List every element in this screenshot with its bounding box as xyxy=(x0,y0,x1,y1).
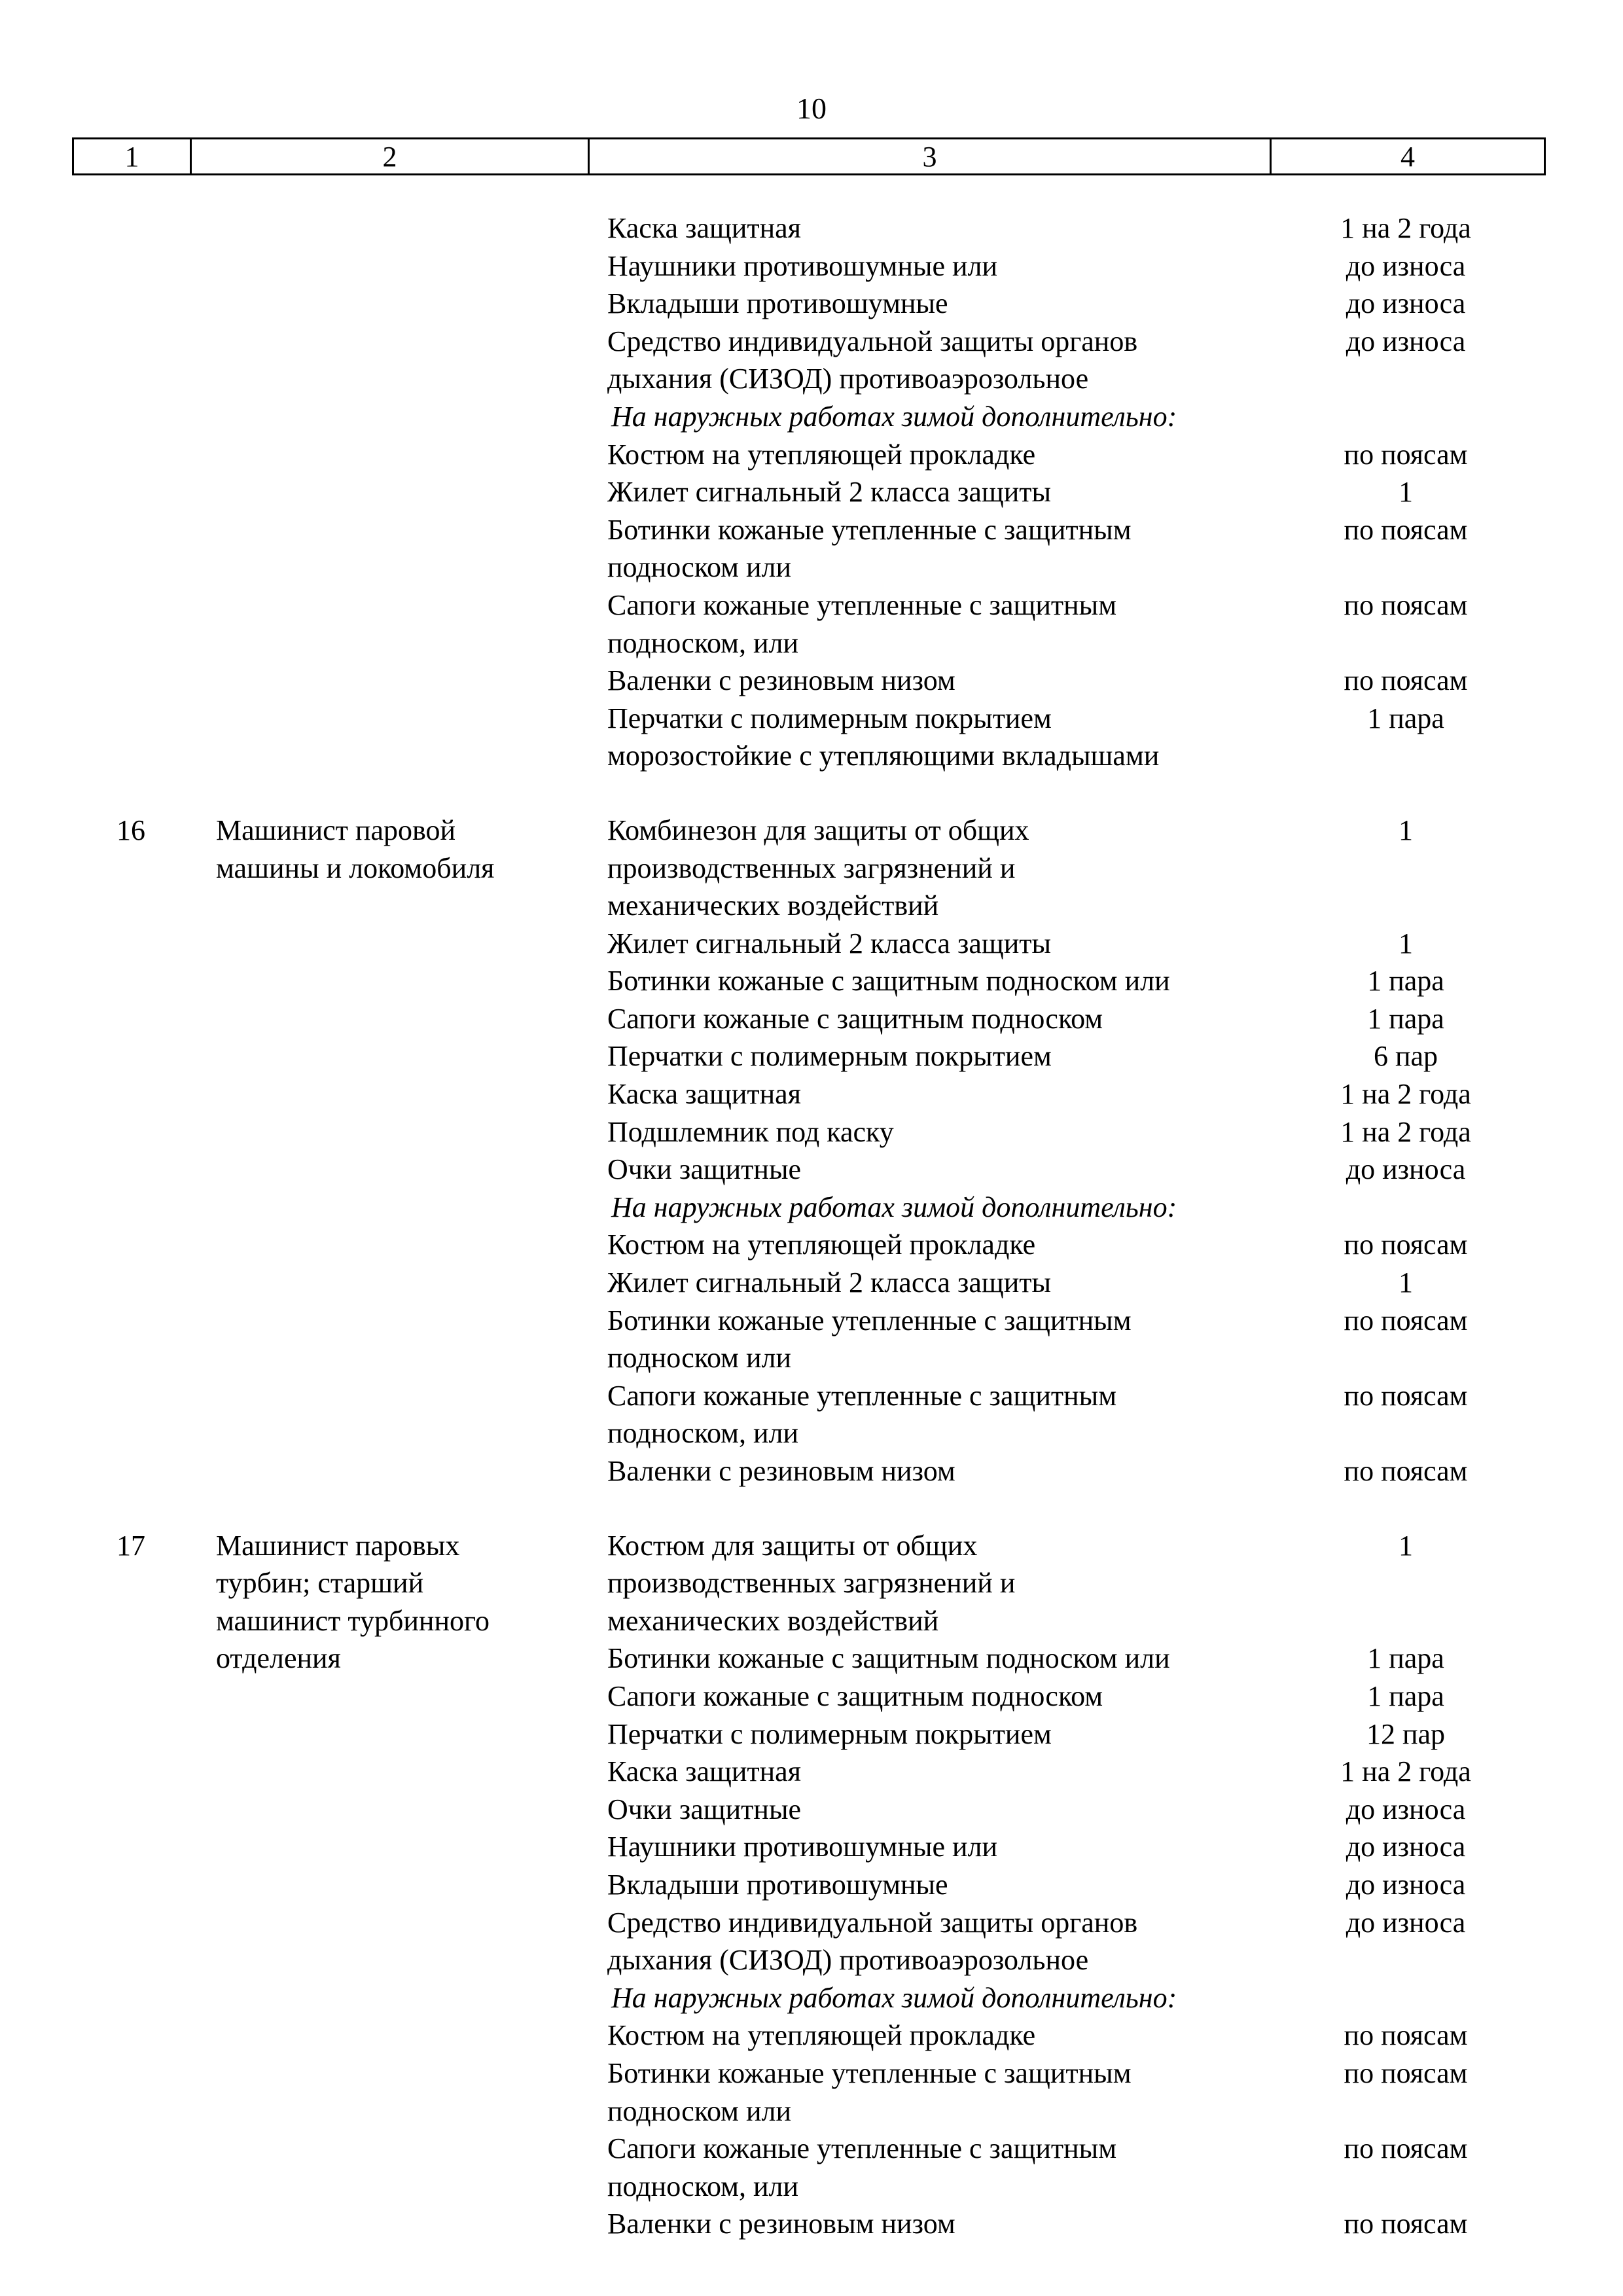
ppe-item-quantity: 1 xyxy=(1399,476,1413,509)
ppe-item-quantity: по поясам xyxy=(1344,2056,1468,2089)
ppe-item-quantity: до износа xyxy=(1346,249,1466,282)
ppe-item-name: Очки защитные xyxy=(607,1793,802,1825)
ppe-item-row xyxy=(588,1452,1546,1490)
ppe-item-row xyxy=(588,1000,1546,1038)
ppe-item-name: Жилет сигнальный 2 класса защиты xyxy=(607,927,1052,960)
row-number: 16 xyxy=(116,814,145,846)
ppe-item-row xyxy=(588,511,1546,586)
ppe-item-quantity: 1 на 2 года xyxy=(1340,1755,1471,1788)
ppe-item-quantity: 1 на 2 года xyxy=(1340,1115,1471,1148)
ppe-item-quantity: по поясам xyxy=(1344,1379,1468,1412)
column-number-header xyxy=(72,137,1546,175)
ppe-item-quantity: 1 xyxy=(1399,927,1413,960)
ppe-item-quantity: 1 пара xyxy=(1367,965,1444,997)
ppe-item-name: Перчатки с полимерным покрытием xyxy=(607,1717,1052,1750)
ppe-item-name: Каска защитная xyxy=(607,1755,801,1788)
winter-note: На наружных работах зимой дополнительно: xyxy=(611,1191,1177,1223)
page-number: 10 xyxy=(796,92,827,125)
ppe-item-name: Перчатки с полимерным покрытием морозостойкие с утепляющими вкладышами xyxy=(607,702,1160,772)
ppe-item-row xyxy=(588,662,1546,700)
ppe-item-name: Перчатки с полимерным покрытием xyxy=(607,1040,1052,1073)
ppe-item-row xyxy=(588,962,1546,1000)
profession-name: Машинист паровой машины и локомобиля xyxy=(216,814,495,884)
row-number: 17 xyxy=(116,1529,145,1562)
ppe-item-row xyxy=(588,925,1546,963)
ppe-item-quantity: по поясам xyxy=(1344,2019,1468,2052)
ppe-item-name: Вкладыши противошумные xyxy=(607,287,948,320)
column-header-2: 2 xyxy=(192,139,590,173)
ppe-item-row xyxy=(588,2130,1546,2205)
ppe-item-quantity: до износа xyxy=(1346,287,1466,320)
ppe-item-row xyxy=(588,1075,1546,1113)
ppe-item-quantity: 1 пара xyxy=(1367,1679,1444,1712)
ppe-item-row xyxy=(588,1151,1546,1189)
ppe-item-name: Валенки с резиновым низом xyxy=(607,2208,955,2240)
ppe-item-quantity: 1 пара xyxy=(1367,1002,1444,1035)
ppe-item-name: Сапоги кожаные утепленные с защитным подноском, или xyxy=(607,588,1117,659)
ppe-item-row xyxy=(588,2205,1546,2243)
ppe-item-quantity: 1 xyxy=(1399,814,1413,846)
ppe-item-quantity: по поясам xyxy=(1344,1304,1468,1336)
ppe-item-row xyxy=(588,1753,1546,1791)
ppe-item-quantity: 6 пар xyxy=(1373,1040,1438,1073)
ppe-item-name: Вкладыши противошумные xyxy=(607,1868,948,1901)
ppe-item-row xyxy=(588,1377,1546,1452)
ppe-item-quantity: до износа xyxy=(1346,1831,1466,1863)
column-header-1: 1 xyxy=(74,139,192,173)
ppe-item-quantity: по поясам xyxy=(1344,664,1468,697)
ppe-item-name: Наушники противошумные или xyxy=(607,1831,998,1863)
ppe-item-quantity: 1 пара xyxy=(1367,1642,1444,1675)
ppe-item-row xyxy=(588,2054,1546,2130)
ppe-item-name: Костюм на утепляющей прокладке xyxy=(607,438,1036,471)
ppe-item-row xyxy=(588,247,1546,285)
ppe-item-row xyxy=(588,700,1546,775)
ppe-items-list xyxy=(588,812,1546,1490)
ppe-item-quantity: по поясам xyxy=(1344,513,1468,546)
row-number xyxy=(72,209,190,775)
ppe-item-name: Наушники противошумные или xyxy=(607,249,998,282)
ppe-item-name: Средство индивидуальной защиты органов дыхания (СИЗОД) противоаэрозольное xyxy=(607,325,1138,395)
ppe-item-quantity: по поясам xyxy=(1344,2132,1468,2165)
ppe-item-quantity: 1 xyxy=(1399,1529,1413,1562)
column-header-4: 4 xyxy=(1400,141,1415,173)
ppe-item-quantity: по поясам xyxy=(1344,438,1468,471)
ppe-item-name: Средство индивидуальной защиты органов дыхания (СИЗОД) противоаэрозольное xyxy=(607,1906,1138,1977)
ppe-item-row xyxy=(588,1828,1546,1866)
ppe-item-name: Сапоги кожаные с защитным подноском xyxy=(607,1002,1103,1035)
ppe-item-name: Костюм на утепляющей прокладке xyxy=(607,2019,1036,2052)
ppe-item-name: Жилет сигнальный 2 класса защиты xyxy=(607,1266,1052,1299)
ppe-item-name: Ботинки кожаные утепленные с защитным подноском или xyxy=(607,2056,1132,2127)
ppe-item-quantity: 1 на 2 года xyxy=(1340,1078,1471,1111)
ppe-item-row xyxy=(588,323,1546,398)
ppe-item-name: Валенки с резиновым низом xyxy=(607,1455,955,1487)
ppe-item-row xyxy=(588,1037,1546,1075)
ppe-item-name: Сапоги кожаные утепленные с защитным подноском, или xyxy=(607,2132,1117,2202)
ppe-item-quantity: до износа xyxy=(1346,1868,1466,1901)
ppe-item-quantity: 1 на 2 года xyxy=(1340,212,1471,244)
ppe-items-list xyxy=(588,209,1546,775)
ppe-item-name: Комбинезон для защиты от общих производственных загрязнений и механических воздействий xyxy=(607,814,1029,922)
ppe-item-row xyxy=(588,1527,1546,1640)
ppe-item-quantity: по поясам xyxy=(1344,1455,1468,1487)
profession-name: Машинист паровых турбин; старший машинист турбинного отделения xyxy=(216,1529,490,1675)
winter-note: На наружных работах зимой дополнительно: xyxy=(611,400,1177,433)
ppe-item-name: Валенки с резиновым низом xyxy=(607,664,955,697)
ppe-item-name: Каска защитная xyxy=(607,212,801,244)
column-header-3: 3 xyxy=(590,139,1272,173)
ppe-item-row xyxy=(588,812,1546,925)
ppe-item-quantity: 1 xyxy=(1399,1266,1413,1299)
ppe-item-row xyxy=(588,1677,1546,1715)
ppe-item-row xyxy=(588,1226,1546,1264)
ppe-item-quantity: 1 пара xyxy=(1367,702,1444,734)
ppe-item-quantity: по поясам xyxy=(1344,588,1468,621)
ppe-item-name: Сапоги кожаные утепленные с защитным подноском, или xyxy=(607,1379,1117,1450)
ppe-item-row xyxy=(588,1715,1546,1753)
ppe-item-name: Очки защитные xyxy=(607,1153,802,1186)
ppe-item-quantity: до износа xyxy=(1346,1153,1466,1186)
ppe-item-name: Костюм для защиты от общих производственных загрязнений и механических воздействий xyxy=(607,1529,1016,1637)
ppe-table-body xyxy=(72,209,1546,2243)
table-row-group xyxy=(72,812,1546,1490)
ppe-item-row xyxy=(588,1640,1546,1677)
ppe-item-row xyxy=(588,1113,1546,1151)
ppe-item-name: Жилет сигнальный 2 класса защиты xyxy=(607,476,1052,509)
ppe-item-quantity: до износа xyxy=(1346,325,1466,357)
ppe-item-quantity: до износа xyxy=(1346,1793,1466,1825)
ppe-item-name: Сапоги кожаные с защитным подноском xyxy=(607,1679,1103,1712)
ppe-item-name: Ботинки кожаные утепленные с защитным подноском или xyxy=(607,1304,1132,1374)
table-row-group xyxy=(72,209,1546,775)
ppe-item-row xyxy=(588,1866,1546,1904)
ppe-item-name: Подшлемник под каску xyxy=(607,1115,894,1148)
table-row-group xyxy=(72,1527,1546,2243)
ppe-item-row xyxy=(588,586,1546,662)
ppe-item-quantity: 12 пар xyxy=(1366,1717,1446,1750)
ppe-item-name: Ботинки кожаные утепленные с защитным подноском или xyxy=(607,513,1132,584)
ppe-item-row xyxy=(588,473,1546,511)
ppe-items-list xyxy=(588,1527,1546,2243)
ppe-item-row xyxy=(588,1264,1546,1302)
ppe-item-row xyxy=(588,436,1546,474)
ppe-item-name: Каска защитная xyxy=(607,1078,801,1111)
ppe-item-quantity: до износа xyxy=(1346,1906,1466,1939)
profession-name xyxy=(190,209,588,775)
ppe-item-name: Костюм на утепляющей прокладке xyxy=(607,1229,1036,1261)
ppe-item-row xyxy=(588,1302,1546,1377)
ppe-item-row xyxy=(588,1791,1546,1829)
ppe-item-row xyxy=(588,285,1546,323)
ppe-item-name: Ботинки кожаные с защитным подноском или xyxy=(607,1642,1170,1675)
ppe-item-quantity: по поясам xyxy=(1344,1229,1468,1261)
ppe-item-name: Ботинки кожаные с защитным подноском или xyxy=(607,965,1170,997)
ppe-item-quantity: по поясам xyxy=(1344,2208,1468,2240)
winter-note: На наружных работах зимой дополнительно: xyxy=(611,1981,1177,2014)
ppe-item-row xyxy=(588,209,1546,247)
ppe-item-row xyxy=(588,2017,1546,2054)
ppe-item-row xyxy=(588,1904,1546,1979)
